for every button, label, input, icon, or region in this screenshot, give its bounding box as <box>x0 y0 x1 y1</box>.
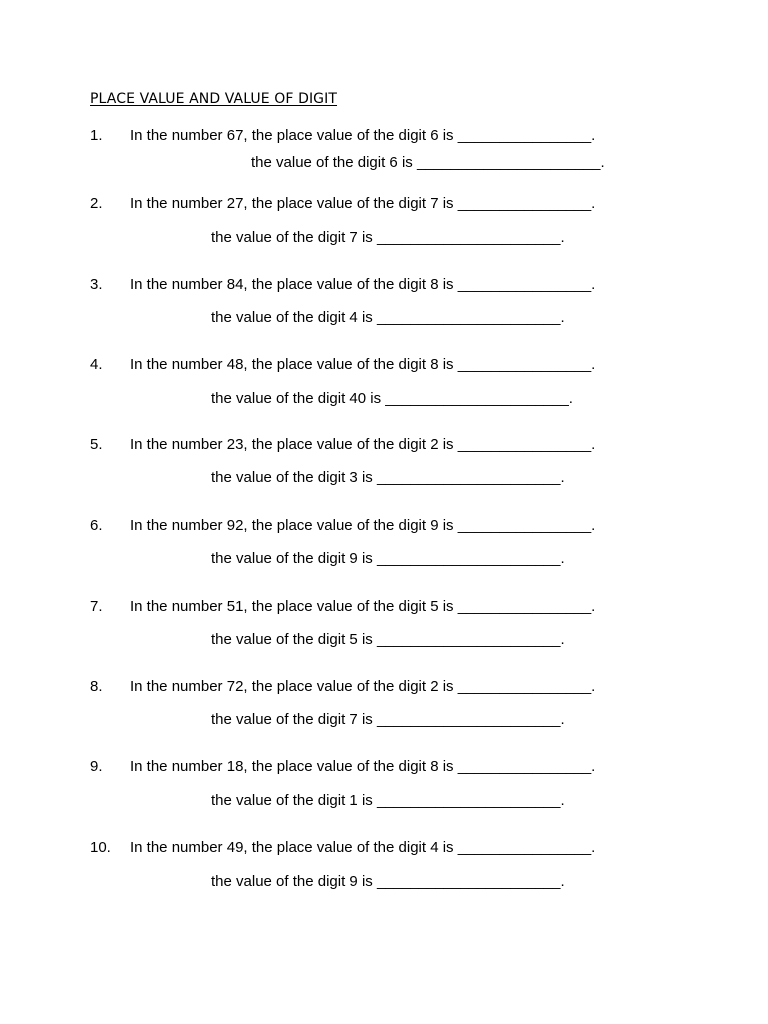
question-value-line: the value of the digit 9 is ______________________. <box>211 550 565 567</box>
question-value-line: the value of the digit 4 is ______________________. <box>211 309 565 326</box>
question-place-value-line: In the number 72, the place value of the digit 2 is ________________. <box>130 678 596 695</box>
question-place-value-line: In the number 49, the place value of the digit 4 is ________________. <box>130 839 596 856</box>
question-number: 6. <box>90 517 103 534</box>
question-number: 8. <box>90 678 103 695</box>
question-place-value-line: In the number 84, the place value of the digit 8 is ________________. <box>130 276 596 293</box>
question-number: 10. <box>90 839 111 856</box>
question-place-value-line: In the number 18, the place value of the digit 8 is ________________. <box>130 758 596 775</box>
question-number: 4. <box>90 356 103 373</box>
question-value-line: the value of the digit 1 is ______________________. <box>211 792 565 809</box>
question-value-line: the value of the digit 7 is ______________________. <box>211 229 565 246</box>
question-value-line: the value of the digit 6 is ______________________. <box>251 154 605 171</box>
question-place-value-line: In the number 48, the place value of the digit 8 is ________________. <box>130 356 596 373</box>
question-number: 7. <box>90 598 103 615</box>
question-place-value-line: In the number 23, the place value of the digit 2 is ________________. <box>130 436 596 453</box>
worksheet-title: PLACE VALUE AND VALUE OF DIGIT <box>90 91 338 107</box>
question-number: 3. <box>90 276 103 293</box>
question-number: 2. <box>90 195 103 212</box>
question-number: 9. <box>90 758 103 775</box>
question-place-value-line: In the number 92, the place value of the digit 9 is ________________. <box>130 517 596 534</box>
question-number: 5. <box>90 436 103 453</box>
question-value-line: the value of the digit 40 is ______________________. <box>211 390 573 407</box>
question-value-line: the value of the digit 3 is ______________________. <box>211 469 565 486</box>
question-number: 1. <box>90 127 103 144</box>
question-place-value-line: In the number 67, the place value of the digit 6 is ________________. <box>130 127 596 144</box>
question-place-value-line: In the number 51, the place value of the digit 5 is ________________. <box>130 598 596 615</box>
question-value-line: the value of the digit 5 is ______________________. <box>211 631 565 648</box>
question-place-value-line: In the number 27, the place value of the digit 7 is ________________. <box>130 195 596 212</box>
question-value-line: the value of the digit 9 is ______________________. <box>211 873 565 890</box>
question-value-line: the value of the digit 7 is ______________________. <box>211 711 565 728</box>
